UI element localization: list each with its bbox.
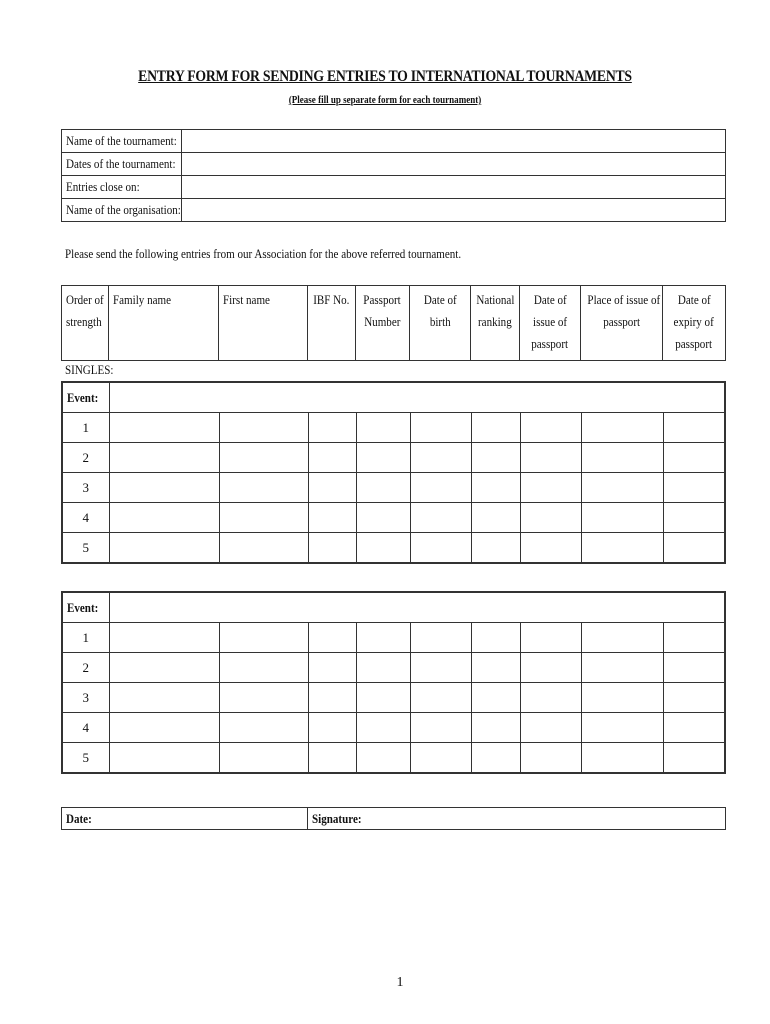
entry-cell[interactable] xyxy=(308,623,356,653)
entry-cell[interactable] xyxy=(219,503,308,533)
entry-cell[interactable] xyxy=(109,713,219,743)
tournament-name-field[interactable] xyxy=(182,130,726,153)
row-number: 4 xyxy=(62,503,109,533)
entry-cell[interactable] xyxy=(663,683,725,713)
entry-cell[interactable] xyxy=(520,653,581,683)
entry-cell[interactable] xyxy=(663,443,725,473)
entry-cell[interactable] xyxy=(663,533,725,564)
entry-cell[interactable] xyxy=(663,623,725,653)
col-place-of-issue: Place of issue of passport xyxy=(581,286,663,361)
entry-cell[interactable] xyxy=(520,503,581,533)
entry-cell[interactable] xyxy=(410,443,471,473)
table-row xyxy=(62,503,725,533)
entry-cell[interactable] xyxy=(308,743,356,774)
page-number: 1 xyxy=(396,975,404,990)
row-number: 1 xyxy=(62,623,109,653)
entry-cell[interactable] xyxy=(471,713,520,743)
entry-cell[interactable] xyxy=(109,743,219,774)
table-row xyxy=(62,713,725,743)
entry-cell[interactable] xyxy=(410,623,471,653)
table-row xyxy=(62,743,725,774)
entry-cell[interactable] xyxy=(520,533,581,564)
entries-header-table xyxy=(61,285,726,361)
entry-cell[interactable] xyxy=(109,623,219,653)
row-number: 2 xyxy=(62,653,109,683)
tournament-dates-field[interactable] xyxy=(182,153,726,176)
entries-close-label: Entries close on: xyxy=(66,179,140,194)
entry-cell[interactable] xyxy=(356,473,410,503)
entry-cell[interactable] xyxy=(356,623,410,653)
entry-cell[interactable] xyxy=(471,473,520,503)
entry-cell[interactable] xyxy=(410,413,471,443)
row-number: 3 xyxy=(62,683,109,713)
event-name-field[interactable] xyxy=(109,382,725,413)
entry-cell[interactable] xyxy=(520,623,581,653)
entry-cell[interactable] xyxy=(581,443,663,473)
info-row-entries-close xyxy=(62,176,726,199)
entry-cell[interactable] xyxy=(410,503,471,533)
entry-cell[interactable] xyxy=(356,743,410,774)
table-row xyxy=(62,683,725,713)
info-row-organisation xyxy=(62,199,726,222)
event-table-1 xyxy=(61,381,726,564)
col-order-of-strength: Order of strength xyxy=(62,286,109,361)
event-table-2 xyxy=(61,591,726,774)
tournament-info-table xyxy=(61,129,726,222)
signature-field[interactable] xyxy=(308,808,726,830)
entry-cell[interactable] xyxy=(663,503,725,533)
form-subtitle: (Please fill up separate form for each tournament) xyxy=(288,94,482,106)
row-number: 1 xyxy=(62,413,109,443)
info-row-tournament-name xyxy=(62,130,726,153)
date-label: Date: xyxy=(66,810,92,826)
table-row xyxy=(62,533,725,564)
entry-cell[interactable] xyxy=(308,533,356,564)
entry-cell[interactable] xyxy=(308,473,356,503)
entry-cell[interactable] xyxy=(471,743,520,774)
entry-cell[interactable] xyxy=(663,413,725,443)
entry-cell[interactable] xyxy=(219,443,308,473)
entry-cell[interactable] xyxy=(410,533,471,564)
entry-cell[interactable] xyxy=(410,743,471,774)
entry-cell[interactable] xyxy=(581,533,663,564)
entry-cell[interactable] xyxy=(520,713,581,743)
entry-cell[interactable] xyxy=(356,653,410,683)
event-label: Event: xyxy=(62,592,109,623)
entry-cell[interactable] xyxy=(581,653,663,683)
entry-cell[interactable] xyxy=(308,413,356,443)
entry-cell[interactable] xyxy=(219,473,308,503)
entry-cell[interactable] xyxy=(581,713,663,743)
col-family-name: Family name xyxy=(109,286,219,361)
tournament-dates-label: Dates of the tournament: xyxy=(66,156,176,171)
event-row xyxy=(62,592,725,623)
entry-cell[interactable] xyxy=(581,623,663,653)
entry-cell[interactable] xyxy=(471,443,520,473)
entry-cell[interactable] xyxy=(356,683,410,713)
organisation-field[interactable] xyxy=(182,199,726,222)
entry-cell[interactable] xyxy=(581,743,663,774)
entry-cell[interactable] xyxy=(308,443,356,473)
entry-cell[interactable] xyxy=(219,413,308,443)
instruction-text: Please send the following entries from our Association for the above referred tournament. xyxy=(65,246,462,261)
entry-cell[interactable] xyxy=(356,443,410,473)
row-number: 3 xyxy=(62,473,109,503)
col-date-of-issue: Date of issue of passport xyxy=(520,286,581,361)
entry-cell[interactable] xyxy=(356,503,410,533)
tournament-name-label: Name of the tournament: xyxy=(66,133,177,148)
col-national-ranking: National ranking xyxy=(471,286,520,361)
entry-cell[interactable] xyxy=(109,683,219,713)
entry-cell[interactable] xyxy=(471,413,520,443)
entry-cell[interactable] xyxy=(520,473,581,503)
event-row xyxy=(62,382,725,413)
table-row xyxy=(62,653,725,683)
col-date-of-birth: Date of birth xyxy=(410,286,471,361)
entry-cell[interactable] xyxy=(219,653,308,683)
col-ibf-no: IBF No. xyxy=(308,286,356,361)
entry-cell[interactable] xyxy=(308,503,356,533)
date-field[interactable] xyxy=(62,808,308,830)
event-label: Event: xyxy=(62,382,109,413)
entry-cell[interactable] xyxy=(663,713,725,743)
entries-close-field[interactable] xyxy=(182,176,726,199)
footer-table xyxy=(61,807,726,830)
singles-label: SINGLES: xyxy=(65,362,114,377)
entry-cell[interactable] xyxy=(471,623,520,653)
entry-cell[interactable] xyxy=(109,653,219,683)
entry-cell[interactable] xyxy=(219,623,308,653)
organisation-label: Name of the organisation: xyxy=(66,202,181,217)
entry-cell[interactable] xyxy=(109,443,219,473)
entry-cell[interactable] xyxy=(663,743,725,774)
entry-cell[interactable] xyxy=(356,413,410,443)
entry-cell[interactable] xyxy=(109,413,219,443)
entry-cell[interactable] xyxy=(471,653,520,683)
entry-cell[interactable] xyxy=(581,473,663,503)
event-name-field[interactable] xyxy=(109,592,725,623)
entry-cell[interactable] xyxy=(219,713,308,743)
info-row-tournament-dates xyxy=(62,153,726,176)
entry-cell[interactable] xyxy=(471,683,520,713)
entry-cell[interactable] xyxy=(219,683,308,713)
table-row xyxy=(62,413,725,443)
entry-cell[interactable] xyxy=(520,743,581,774)
entry-cell[interactable] xyxy=(410,653,471,683)
table-row xyxy=(62,443,725,473)
entry-cell[interactable] xyxy=(356,713,410,743)
entry-cell[interactable] xyxy=(581,413,663,443)
row-number: 5 xyxy=(62,533,109,564)
row-number: 4 xyxy=(62,713,109,743)
entry-cell[interactable] xyxy=(219,743,308,774)
row-number: 5 xyxy=(62,743,109,774)
entry-cell[interactable] xyxy=(308,713,356,743)
entry-cell[interactable] xyxy=(219,533,308,564)
col-passport-number: Passport Number xyxy=(356,286,410,361)
entry-cell[interactable] xyxy=(663,473,725,503)
entry-cell[interactable] xyxy=(308,683,356,713)
table-row xyxy=(62,473,725,503)
table-row xyxy=(62,623,725,653)
entry-cell[interactable] xyxy=(356,533,410,564)
signature-label: Signature: xyxy=(312,810,362,826)
entry-cell[interactable] xyxy=(410,713,471,743)
entry-cell[interactable] xyxy=(581,503,663,533)
entry-cell[interactable] xyxy=(109,533,219,564)
entry-cell[interactable] xyxy=(410,473,471,503)
form-title: ENTRY FORM FOR SENDING ENTRIES TO INTERNATIONAL TOURNAMENTS xyxy=(138,68,632,85)
entry-cell[interactable] xyxy=(109,503,219,533)
col-date-of-expiry: Date of expiry of passport xyxy=(663,286,726,361)
entry-cell[interactable] xyxy=(581,683,663,713)
entry-cell[interactable] xyxy=(520,683,581,713)
entry-cell[interactable] xyxy=(471,533,520,564)
entry-cell[interactable] xyxy=(308,653,356,683)
entry-cell[interactable] xyxy=(471,503,520,533)
entry-cell[interactable] xyxy=(663,653,725,683)
row-number: 2 xyxy=(62,443,109,473)
entry-cell[interactable] xyxy=(410,683,471,713)
entry-cell[interactable] xyxy=(520,413,581,443)
col-first-name: First name xyxy=(219,286,308,361)
entry-cell[interactable] xyxy=(109,473,219,503)
entry-cell[interactable] xyxy=(520,443,581,473)
